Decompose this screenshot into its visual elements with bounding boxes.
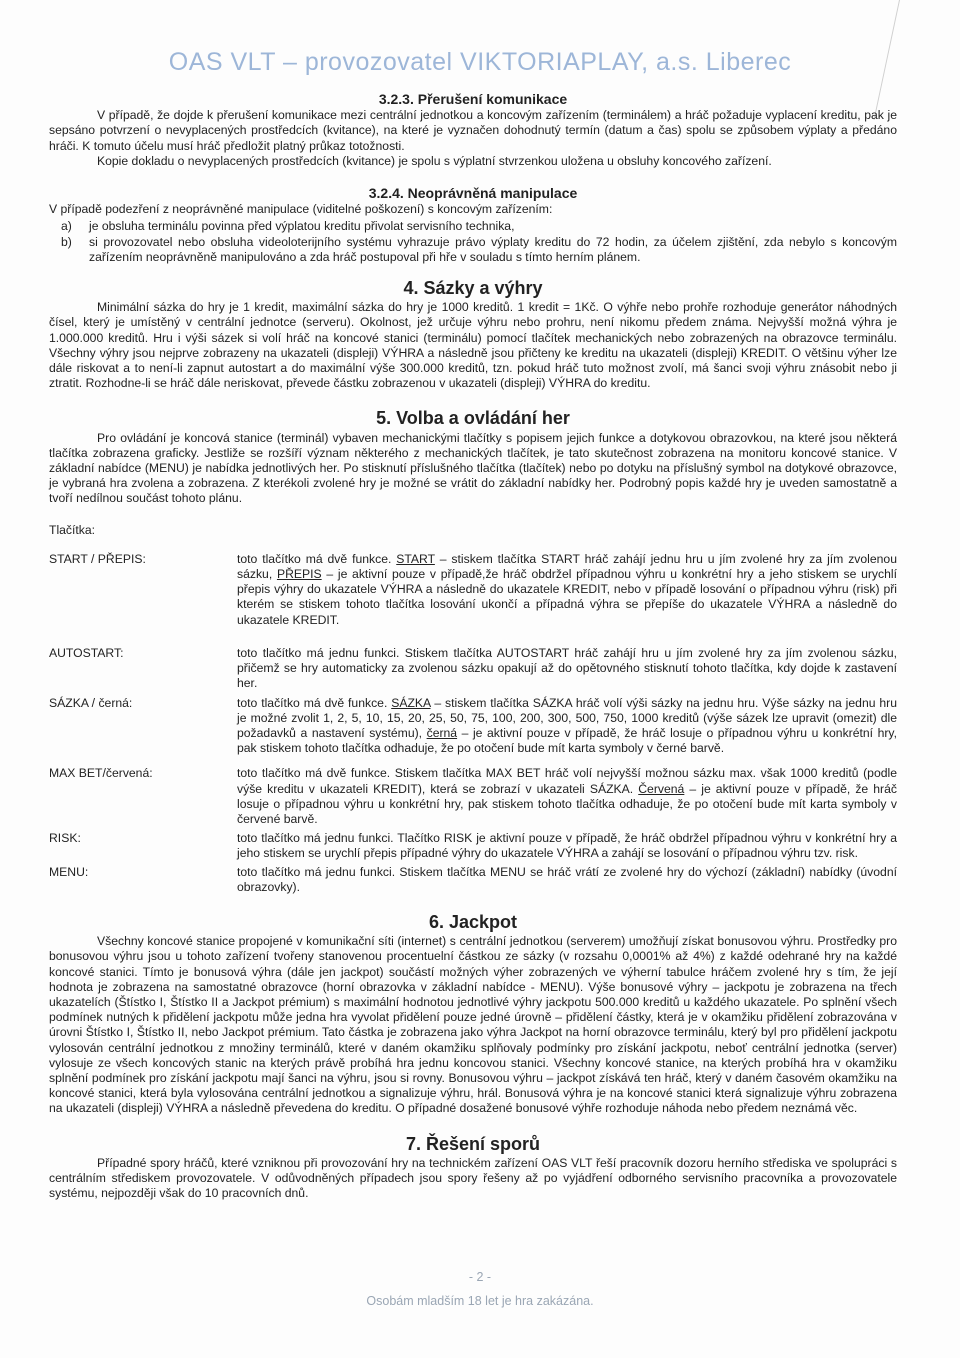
- list-item: [49, 235, 897, 265]
- section-3-2-3-paragraph-1: V případě, že dojde k přerušení komunikace mezi centrální jednotkou a koncovým zařízením (terminálem) a hráč požaduje vyplacení kreditu, pak je sepsáno potvrzení o nevyplacených prostředcích (kvitance), na které je vyznačen dohodnutý termín (datum a čas) spolu se způsobem výplaty a předáno hráči. K tomuto účelu musí hráč předložit platný průkaz totožnosti.: [49, 108, 897, 153]
- list-item-text: si provozovatel nebo obsluha videoloterijního systému vyhrazuje právo výplaty kreditu do 72 hodin, za účelem zjištění, zda nebylo s koncovým zařízením neoprávněně manipulováno a zda hráč postupoval při hře v souladu s tímto herním plánem.: [89, 234, 897, 264]
- section-7-heading: 7. Řešení sporů: [405, 1133, 541, 1154]
- page-header: OAS VLT – provozovatel VIKTORIAPLAY, a.s. Liberec: [168, 48, 792, 76]
- section-3-2-4-intro: V případě podezření z neoprávněné manipulace (viditelné poškození) s koncovým zařízením:: [49, 202, 553, 217]
- section-3-2-3-heading: 3.2.3. Přerušení komunikace: [378, 91, 568, 107]
- button-description: toto tlačítko má dvě funkce. START – stiskem tlačítka START hráč zahájí jednu hru u jím zvolené hry za jím zvolenou sázku, PŘEPIS – je aktivní pouze v případě,že hráč obdržel případnou výhru u konkrétní hry a jeho stiskem se urychlí přepis výhry do ukazatele VÝHRA a následně do ukazatele KREDIT, nebo v případě losování o případnou výhru (risk) při kterém se stiskem tohoto tlačítka losování ukončí a případná výhra se přepíše do ukazatele VÝHRA a následně do ukazatele KREDIT.: [237, 551, 897, 627]
- button-label: MENU:: [49, 864, 89, 879]
- button-description: toto tlačítko má jednu funkci. Stiskem tlačítka MENU se hráč vrátí ze zvolené hry do výchozí (základní) nabídky (úvodní obrazovky).: [237, 864, 897, 894]
- section-6-paragraph: Všechny koncové stanice propojené v komunikační síti (internet) s centrální jednotkou (serverem) umožňují získat bonusovou výhru. Prostředky pro bonusovou výhru jsou u tohoto zařízení tvořeny stanovenou procentuelní částkou ze sázky (v rozsahu 0,0001% až 4%) z každé odehrané hry na každé koncové stanici. Tímto je bonusová výhra (dále jen jackpot) součástí možných výher zobrazených ve výherní tabulce hráčem zvolené hry s tím, že její hodnota je zobrazena na samostatné obrazovce (horní obrazovka v základní nabídce - MENU). Výše bonusové výhry – jackpotu je zobrazena na třech ukazatelích (Štístko I, Štístko II a Jackpot prémium) s maximální hodnotou jednotlivé výhry jackpotu 500.000 kreditů u každého ukazatele. Po splnění všech podmínek nutných k přidělení jackpotu může jedna hra vyvolat přidělení pouze jedné úrovně – přidělení částky, která je v okamžiku přidělení zobrazována v úrovni Štístko I, Štístko II, nebo Jackpot prémium. Tato částka je zobrazena jako výhra Jackpot na horní obrazovce terminálu, který byl pro přidělení jackpotu vylosován centrální jednotkou z množiny terminálů, které v daném okamžiku splňovaly podmínky pro získání jackpotu, neboť centrální jednotka (server) vylosuje ze všech koncových stanic na kterých právě probíhá hra jednu koncovou stanici. Všechny koncové stanice, na kterých probíhá hra v okamžiku splnění podmínek pro získání jackpotu mají šanci na výhru, jsou si rovny. Bonusovou výhru – jackpot získává ten hráč, který v daném časovém okamžiku na koncové stanici, která byla vylosována centrální jednotkou a signalizuje výhru, hrál. Bonusová výhra je na koncové stanici která signalizuje výhru zobrazena na ukazateli (displeji) VÝHRA a následně převedena do kreditu. O případné dosažené bonusové výhře rozhoduje náhoda nebo předem neznámá věc.: [49, 934, 897, 1116]
- button-description: toto tlačítko má dvě funkce. Stiskem tlačítka MAX BET hráč volí nejvyšší možnou sázku max. však 1000 kreditů (podle výše kreditu v ukazateli KREDIT), která se zobrazí v ukazateli SÁZKA. Červená – je aktivní pouze v případě, že hráč losuje o případnou výhru u konkrétní hry, pak stiskem tohoto tlačítka odhaduje, že po otočení bude mít karta symboly v červené barvě.: [237, 766, 897, 826]
- section-5-heading: 5. Volba a ovládání her: [376, 408, 570, 429]
- section-3-2-3-paragraph-2: Kopie dokladu o nevyplacených prostředcích (kvitance) je spolu s výplatní stvrzenkou uložena u obsluhy koncového zařízení.: [97, 153, 772, 168]
- section-4-paragraph: Minimální sázka do hry je 1 kredit, maximální sázka do hry je 1000 kreditů. 1 kredit = 1Kč. O výhře nebo prohře rozhoduje generátor náhodných čísel, který je umístěný v centrální jednotce (serveru). Okolnost, jež určuje výhru nebo prohru, není nikomu předem známa. Nejvyšší možná výhra je 1.000.000 kreditů. Hru i výši sázek si volí hráč na koncové stanici (terminálu) pomocí tlačítek mechanických nebo zobrazených na obrazovce terminálu. Všechny výhry jsou nejprve zobrazeny na ukazateli (displeji) VÝHRA a následně jsou přičteny ke kreditu na ukazateli (displeji) KREDIT. O většinu výher lze dále riskovat a to není-li zapnut autostart a do maximální výše 300.000 kreditů, tzn. pokud hráč tuto možnost zvolí, má šanci svoji výhru znásobit nebo ji ztratit. Rozhodne-li se hráč dále neriskovat, převede částku zobrazenou v ukazateli (displeji) VÝHRA do kreditu.: [49, 300, 897, 391]
- list-item-marker: a): [61, 219, 72, 234]
- section-3-2-4-heading: 3.2.4. Neoprávněná manipulace: [368, 185, 578, 202]
- list-item: [49, 219, 897, 234]
- button-description: toto tlačítko má jednu funkci. Stiskem tlačítka AUTOSTART hráč zahájí hru u jím zvolené hry za jím zvolenou sázku, přičemž se hry automaticky za zvolenou sázku opakují až do opětovného stisknutí tohoto tlačítka, kdy dojde k zastavení her.: [237, 645, 897, 691]
- button-row-menu: [49, 865, 897, 895]
- button-description: toto tlačítko má dvě funkce. SÁZKA – stiskem tlačítka SÁZKA hráč volí výši sázky na jednu hru. Výše sázky na jednu hru je možné zvolit 1, 2, 5, 10, 15, 20, 25, 50, 75, 100, 200, 300, 500, 750, 1000 kreditů (výše sázek lze upravit (omezit) dle požadavků a nastavení systému), černá – je aktivní pouze v případě, že hráč losuje o případnou výhru u konkrétní hry, pak stiskem tohoto tlačítka odhaduje, že po otočení bude mít karta symboly v černé barvě.: [237, 695, 898, 756]
- button-label: MAX BET/červená:: [49, 766, 153, 781]
- list-item-text: je obsluha terminálu povinna před výplatou kreditu přivolat servisního technika,: [89, 219, 515, 234]
- button-row-max-bet: [49, 766, 897, 827]
- page-number: - 2 -: [468, 1270, 492, 1284]
- age-restriction-note: Osobám mladším 18 let je hra zakázána.: [366, 1294, 594, 1308]
- button-row-sazka: [49, 696, 897, 757]
- button-row-risk: [49, 831, 897, 861]
- page-footer: [0, 1270, 960, 1318]
- button-label: AUTOSTART:: [49, 645, 124, 660]
- document-body: [49, 92, 897, 1201]
- button-description: toto tlačítko má jednu funkci. Tlačítko RISK je aktivní pouze v případě, že hráč obdržel případnou výhru v konkrétní hry a jeho stiskem se urychlí přepis případné výhry do ukazatele VÝHRA a zahájí se losování o případnou výhru tzv. risk.: [237, 831, 897, 861]
- section-7-paragraph: Případné spory hráčů, které vzniknou při provozování hry na technickém zařízení OAS VLT řeší pracovník dozoru herního střediska ve spolupráci s centrálním střediskem provozovatele. V odůvodněných případech jsou spory řešeny až po vyjádření odborného servisního pracovníka a provozovatele systému, nejpozději však do 10 pracovních dnů.: [49, 1155, 897, 1201]
- section-5-paragraph: Pro ovládání je koncová stanice (terminál) vybaven mechanickými tlačítky s popisem jejich funkce a dotykovou obrazovkou, na které jsou některá tlačítka zobrazena graficky. Jestliže se rozšíří význam některého z mechanických tlačítek, je tato skutečnost zobrazena na monitoru koncové stanice. V základní nabídce (MENU) je nabídka jednotlivých her. Po stisknutí příslušného tlačítka (tlačítek) nebo po dotyku na příslušný symbol na dotykové obrazovce, je vybraná hra zvolena a zobrazena. Z kterékoli zvolené hry je možné se vrátit do základní nabídky her. Podrobný popis každé hry je uveden samostatně a tvoří nedílnou součást tohoto plánu.: [49, 430, 897, 506]
- section-3-2-4-list: [49, 219, 897, 265]
- button-row-autostart: [49, 646, 897, 692]
- button-label: START / PŘEPIS:: [49, 551, 146, 566]
- button-label: SÁZKA / černá:: [49, 695, 133, 710]
- button-label: RISK:: [49, 831, 81, 846]
- buttons-heading: Tlačítka:: [49, 522, 96, 537]
- button-row-start: [49, 552, 897, 628]
- section-6-heading: 6. Jackpot: [428, 911, 518, 932]
- section-4-heading: 4. Sázky a výhry: [403, 278, 543, 299]
- list-item-marker: b): [61, 234, 72, 249]
